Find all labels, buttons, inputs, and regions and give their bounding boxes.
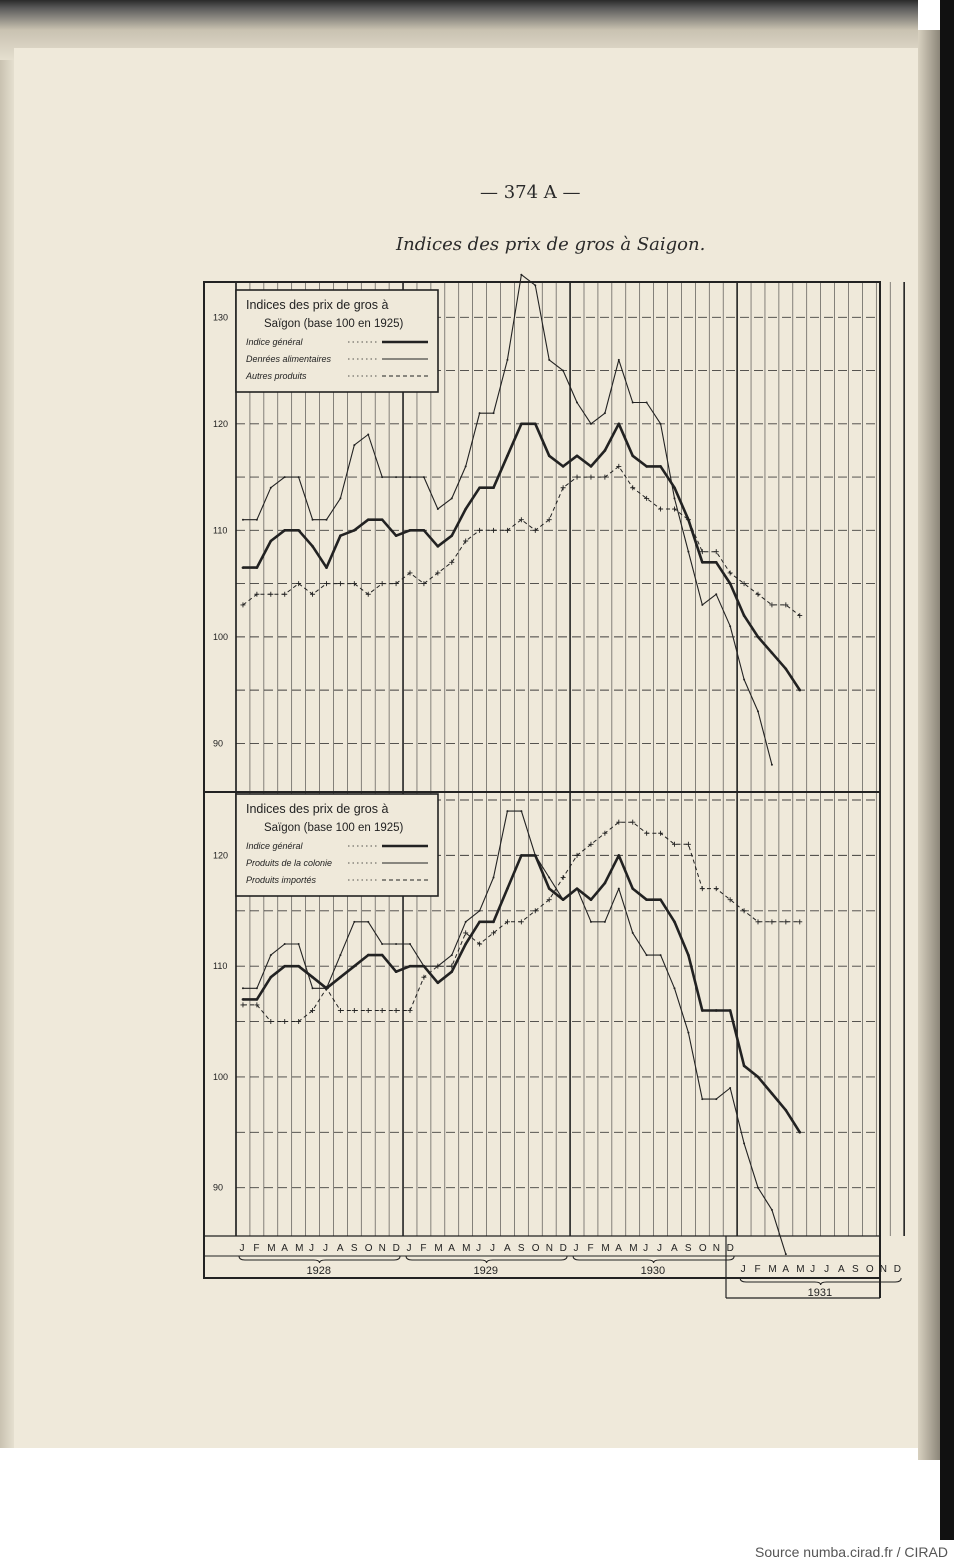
data-point bbox=[256, 566, 259, 569]
data-point bbox=[644, 831, 649, 836]
data-point bbox=[338, 1008, 343, 1013]
data-point bbox=[270, 954, 272, 956]
data-point bbox=[561, 875, 566, 880]
data-point bbox=[783, 919, 788, 924]
series-line-autres-produits bbox=[243, 466, 800, 615]
data-point bbox=[325, 519, 327, 521]
data-point bbox=[576, 402, 578, 404]
y-tick-label: 110 bbox=[213, 961, 228, 972]
data-point bbox=[590, 423, 592, 425]
y-tick-label: 110 bbox=[213, 525, 228, 536]
data-point bbox=[659, 465, 662, 468]
data-point bbox=[729, 1087, 731, 1089]
year-label: 1931 bbox=[807, 1287, 833, 1299]
data-point bbox=[478, 921, 481, 924]
month-tick-label: M bbox=[295, 1243, 304, 1254]
data-point bbox=[520, 274, 522, 276]
month-tick-label: M bbox=[601, 1243, 610, 1254]
data-point bbox=[520, 854, 523, 857]
y-tick-label: 130 bbox=[213, 312, 229, 323]
data-point bbox=[423, 529, 426, 532]
data-point bbox=[270, 540, 273, 543]
data-point bbox=[575, 475, 580, 480]
data-point bbox=[673, 497, 675, 499]
data-point bbox=[798, 1131, 801, 1134]
data-point bbox=[534, 284, 536, 286]
data-point bbox=[673, 987, 675, 989]
data-point bbox=[701, 1098, 703, 1100]
data-point bbox=[408, 1008, 413, 1013]
data-point bbox=[297, 529, 300, 532]
month-tick-label: N bbox=[879, 1264, 888, 1275]
data-point bbox=[409, 943, 411, 945]
data-point bbox=[283, 965, 286, 968]
data-point bbox=[381, 954, 384, 957]
legend-item-label: Indice général bbox=[246, 841, 303, 851]
data-point bbox=[339, 954, 341, 956]
data-point bbox=[506, 810, 508, 812]
data-point bbox=[771, 1209, 773, 1211]
data-point bbox=[451, 497, 453, 499]
data-point bbox=[604, 882, 607, 885]
month-tick-label: J bbox=[824, 1264, 830, 1275]
data-point bbox=[311, 545, 314, 548]
data-point bbox=[590, 898, 593, 901]
data-point bbox=[561, 485, 566, 490]
month-tick-label: F bbox=[253, 1243, 260, 1254]
data-point bbox=[756, 919, 761, 924]
month-tick-label: O bbox=[531, 1243, 540, 1254]
data-point bbox=[380, 1008, 385, 1013]
data-point bbox=[339, 976, 342, 979]
data-point bbox=[311, 976, 314, 979]
data-point bbox=[395, 534, 398, 537]
data-point bbox=[437, 508, 439, 510]
data-point bbox=[576, 454, 579, 457]
y-tick-label: 120 bbox=[213, 418, 229, 429]
data-point bbox=[492, 486, 495, 489]
data-point bbox=[659, 898, 662, 901]
data-point bbox=[506, 887, 509, 890]
data-point bbox=[632, 402, 634, 404]
data-point bbox=[590, 921, 592, 923]
data-point bbox=[312, 519, 314, 521]
month-tick-label: F bbox=[420, 1243, 427, 1254]
data-point bbox=[242, 519, 244, 521]
month-tick-label: S bbox=[851, 1264, 859, 1275]
data-point bbox=[785, 1109, 788, 1112]
data-point bbox=[493, 877, 495, 879]
data-point bbox=[660, 423, 662, 425]
data-point bbox=[282, 592, 287, 597]
data-point bbox=[409, 476, 411, 478]
data-point bbox=[479, 412, 481, 414]
data-point bbox=[756, 592, 761, 597]
month-tick-label: A bbox=[448, 1243, 455, 1254]
month-tick-label: J bbox=[810, 1264, 816, 1275]
data-point bbox=[701, 1009, 704, 1012]
legend-title: Indices des prix de gros à bbox=[246, 802, 389, 816]
data-point bbox=[646, 402, 648, 404]
year-brace bbox=[406, 1256, 567, 1263]
data-point bbox=[478, 486, 481, 489]
month-tick-label: A bbox=[281, 1243, 288, 1254]
data-point bbox=[701, 604, 703, 606]
data-point bbox=[283, 529, 286, 532]
month-tick-label: J bbox=[490, 1243, 496, 1254]
data-point bbox=[463, 539, 468, 544]
data-point bbox=[715, 1098, 717, 1100]
data-point bbox=[493, 412, 495, 414]
data-point bbox=[687, 954, 690, 957]
data-point bbox=[423, 476, 425, 478]
data-point bbox=[785, 668, 788, 671]
month-tick-label: M bbox=[267, 1243, 276, 1254]
year-label: 1928 bbox=[306, 1265, 332, 1277]
data-point bbox=[743, 614, 746, 617]
data-point bbox=[242, 987, 244, 989]
data-point bbox=[660, 954, 662, 956]
year-label: 1930 bbox=[640, 1265, 666, 1277]
data-point bbox=[367, 433, 369, 435]
data-point bbox=[771, 652, 774, 655]
data-point bbox=[519, 919, 524, 924]
data-point bbox=[394, 1008, 399, 1013]
month-tick-label: A bbox=[782, 1264, 790, 1275]
data-point bbox=[423, 965, 425, 967]
data-point bbox=[618, 359, 620, 361]
legend-item-label: Produits de la colonie bbox=[246, 858, 333, 868]
month-tick-label: M bbox=[434, 1243, 443, 1254]
data-point bbox=[797, 613, 802, 618]
data-point bbox=[353, 529, 356, 532]
month-tick-label: A bbox=[336, 1243, 344, 1254]
data-point bbox=[714, 549, 719, 554]
data-point bbox=[673, 486, 676, 489]
data-point bbox=[700, 886, 705, 891]
month-tick-label: S bbox=[684, 1243, 692, 1254]
data-point bbox=[437, 981, 440, 984]
data-point bbox=[465, 921, 467, 923]
data-point bbox=[604, 412, 606, 414]
series-line-indice-g-n-ral bbox=[243, 424, 800, 690]
data-point bbox=[785, 1253, 787, 1255]
data-point bbox=[282, 1019, 287, 1024]
data-point bbox=[548, 454, 551, 457]
data-point bbox=[409, 965, 412, 968]
month-tick-label: M bbox=[796, 1264, 805, 1275]
data-point bbox=[687, 551, 689, 553]
source-footer: Source numba.cirad.fr / CIRAD bbox=[755, 1544, 948, 1560]
data-point bbox=[631, 454, 634, 457]
month-tick-label: F bbox=[587, 1243, 594, 1254]
data-point bbox=[451, 954, 453, 956]
month-tick-label: J bbox=[643, 1243, 649, 1254]
month-tick-label: J bbox=[657, 1243, 663, 1254]
data-point bbox=[630, 820, 635, 825]
data-point bbox=[477, 528, 482, 533]
data-point bbox=[366, 1008, 371, 1013]
data-point bbox=[715, 561, 718, 564]
data-point bbox=[673, 921, 676, 924]
data-point bbox=[270, 487, 272, 489]
year-brace bbox=[740, 1278, 901, 1285]
data-point bbox=[268, 1019, 273, 1024]
legend-subtitle: Saïgon (base 100 en 1925) bbox=[264, 318, 404, 330]
month-tick-label: J bbox=[406, 1243, 412, 1254]
data-point bbox=[367, 518, 370, 521]
data-point bbox=[324, 581, 329, 586]
data-point bbox=[298, 476, 300, 478]
data-point bbox=[769, 919, 774, 924]
data-point bbox=[395, 970, 398, 973]
month-tick-label: N bbox=[712, 1243, 720, 1254]
data-point bbox=[604, 449, 607, 452]
data-point bbox=[395, 476, 397, 478]
y-tick-label: 100 bbox=[213, 1071, 229, 1082]
data-point bbox=[534, 854, 536, 856]
data-point bbox=[465, 465, 467, 467]
data-point bbox=[729, 1009, 732, 1012]
month-tick-label: J bbox=[573, 1243, 579, 1254]
month-tick-label: N bbox=[545, 1243, 553, 1254]
data-point bbox=[312, 987, 314, 989]
month-tick-label: O bbox=[865, 1264, 874, 1275]
data-point bbox=[632, 932, 634, 934]
month-tick-label: D bbox=[559, 1243, 567, 1254]
data-point bbox=[715, 593, 717, 595]
month-tick-label: O bbox=[364, 1243, 373, 1254]
data-point bbox=[242, 998, 245, 1001]
data-point bbox=[240, 1002, 245, 1007]
data-point bbox=[352, 1008, 357, 1013]
data-point bbox=[757, 1187, 759, 1189]
data-point bbox=[520, 423, 523, 426]
month-tick-label: A bbox=[615, 1243, 622, 1254]
data-point bbox=[729, 582, 732, 585]
data-point bbox=[380, 581, 385, 586]
month-tick-label: M bbox=[462, 1243, 471, 1254]
data-point bbox=[645, 465, 648, 468]
data-point bbox=[701, 561, 704, 564]
month-tick-label: A bbox=[838, 1264, 845, 1275]
year-brace bbox=[573, 1256, 734, 1263]
data-point bbox=[576, 888, 578, 890]
data-point bbox=[618, 888, 620, 890]
data-point bbox=[395, 943, 397, 945]
legend-item-label: Indice général bbox=[246, 337, 303, 347]
page-number: — 374 A — bbox=[480, 182, 581, 203]
data-point bbox=[325, 566, 328, 569]
month-tick-label: J bbox=[309, 1243, 315, 1254]
y-tick-label: 90 bbox=[213, 738, 224, 749]
data-point bbox=[464, 943, 467, 946]
data-point bbox=[298, 943, 300, 945]
data-point bbox=[645, 898, 648, 901]
data-point bbox=[353, 965, 356, 968]
data-point bbox=[242, 566, 245, 569]
data-point bbox=[562, 370, 564, 372]
data-point bbox=[743, 678, 745, 680]
data-point bbox=[450, 970, 453, 973]
data-point bbox=[367, 954, 370, 957]
month-tick-label: J bbox=[740, 1264, 746, 1275]
data-point bbox=[618, 854, 621, 857]
legend-item-label: Produits importés bbox=[246, 875, 317, 885]
data-point bbox=[256, 987, 258, 989]
data-point bbox=[797, 919, 802, 924]
month-tick-label: D bbox=[392, 1243, 400, 1254]
legend-title: Indices des prix de gros à bbox=[246, 298, 389, 312]
data-point bbox=[771, 764, 773, 766]
month-tick-label: S bbox=[350, 1243, 358, 1254]
data-point bbox=[284, 943, 286, 945]
data-point bbox=[757, 710, 759, 712]
y-tick-label: 90 bbox=[213, 1182, 224, 1193]
series-line-indice-g-n-ral bbox=[243, 855, 800, 1132]
data-point bbox=[743, 1065, 746, 1068]
data-point bbox=[562, 465, 565, 468]
data-point bbox=[548, 359, 550, 361]
legend-item-label: Autres produits bbox=[246, 371, 307, 381]
data-point bbox=[646, 954, 648, 956]
data-point bbox=[562, 899, 564, 901]
legend-item-label: Denrées alimentaires bbox=[246, 354, 332, 364]
data-point bbox=[338, 581, 343, 586]
data-point bbox=[687, 1032, 689, 1034]
month-tick-label: D bbox=[726, 1243, 734, 1254]
data-point bbox=[729, 625, 731, 627]
data-point bbox=[270, 976, 273, 979]
data-point bbox=[464, 508, 467, 511]
data-point bbox=[588, 475, 593, 480]
data-point bbox=[715, 1009, 718, 1012]
data-point bbox=[381, 518, 384, 521]
data-point bbox=[798, 689, 801, 692]
data-point bbox=[506, 454, 509, 457]
data-point bbox=[479, 910, 481, 912]
y-tick-label: 120 bbox=[213, 850, 229, 861]
data-point bbox=[256, 998, 259, 1001]
data-point bbox=[381, 943, 383, 945]
data-point bbox=[520, 810, 522, 812]
data-point bbox=[339, 534, 342, 537]
data-point bbox=[548, 877, 550, 879]
data-point bbox=[492, 921, 495, 924]
data-point bbox=[284, 476, 286, 478]
month-tick-label: F bbox=[754, 1264, 761, 1275]
year-label: 1929 bbox=[473, 1265, 499, 1277]
figure-title: Indices des prix de gros à Saigon. bbox=[396, 234, 706, 255]
data-point bbox=[771, 1092, 774, 1095]
data-point bbox=[256, 519, 258, 521]
data-point bbox=[409, 529, 412, 532]
data-point bbox=[534, 423, 537, 426]
data-point bbox=[604, 921, 606, 923]
data-point bbox=[631, 887, 634, 890]
data-point bbox=[381, 476, 383, 478]
data-point bbox=[491, 528, 496, 533]
data-point bbox=[618, 423, 621, 426]
month-tick-label: M bbox=[768, 1264, 777, 1275]
data-point bbox=[743, 1142, 745, 1144]
data-point bbox=[450, 534, 453, 537]
data-point bbox=[367, 921, 369, 923]
month-tick-label: N bbox=[378, 1243, 386, 1254]
y-tick-label: 100 bbox=[213, 631, 229, 642]
data-point bbox=[658, 507, 663, 512]
data-point bbox=[686, 842, 691, 847]
data-point bbox=[757, 636, 760, 639]
data-point bbox=[590, 465, 593, 468]
data-point bbox=[297, 965, 300, 968]
data-point bbox=[757, 1076, 760, 1079]
data-point bbox=[339, 497, 341, 499]
data-point bbox=[548, 887, 551, 890]
month-tick-label: A bbox=[503, 1243, 511, 1254]
month-tick-label: J bbox=[239, 1243, 245, 1254]
month-tick-label: M bbox=[629, 1243, 638, 1254]
data-point bbox=[437, 545, 440, 548]
data-point bbox=[353, 921, 355, 923]
data-point bbox=[506, 359, 508, 361]
month-tick-label: J bbox=[476, 1243, 482, 1254]
data-point bbox=[268, 592, 273, 597]
month-tick-label: A bbox=[670, 1243, 678, 1254]
data-point bbox=[714, 886, 719, 891]
data-point bbox=[728, 570, 733, 575]
month-tick-label: D bbox=[893, 1264, 901, 1275]
data-point bbox=[353, 444, 355, 446]
month-tick-label: S bbox=[517, 1243, 525, 1254]
legend-subtitle: Saïgon (base 100 en 1925) bbox=[264, 822, 404, 834]
year-brace bbox=[239, 1256, 400, 1263]
month-tick-label: J bbox=[322, 1243, 328, 1254]
month-tick-label: O bbox=[698, 1243, 707, 1254]
